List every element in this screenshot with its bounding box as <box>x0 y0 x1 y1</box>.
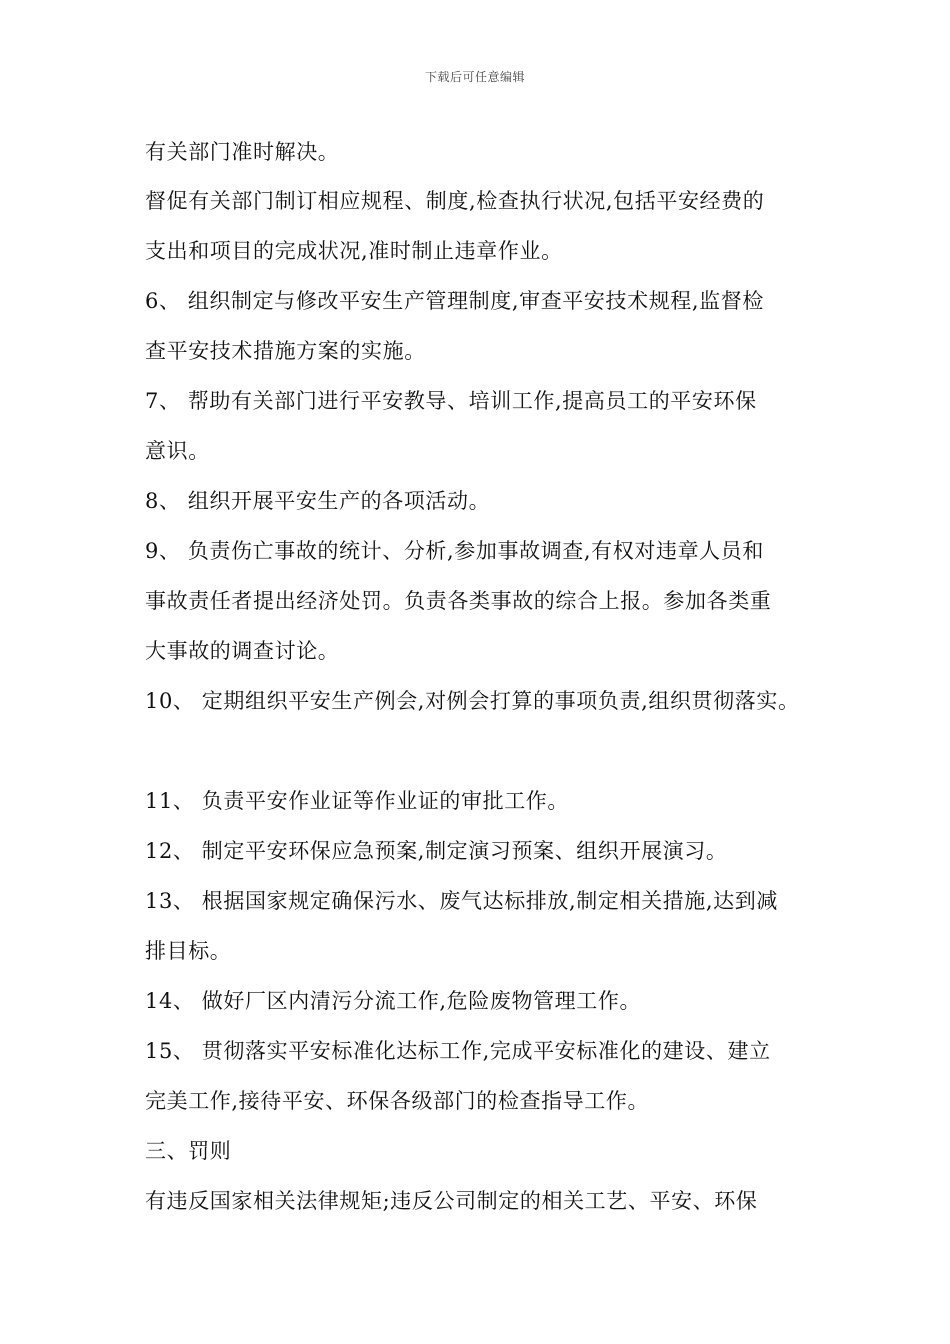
list-item-6: 6、 组织制定与修改平安生产管理制度,审查平安技术规程,监督检 <box>145 289 764 313</box>
list-item-10: 10、 定期组织平安生产例会,对例会打算的事项负责,组织贯彻落实。 <box>145 689 800 713</box>
list-item-11: 11、 负责平安作业证等作业证的审批工作。 <box>145 789 569 813</box>
list-item-15: 15、 贯彻落实平安标准化达标工作,完成平安标准化的建设、建立 <box>145 1039 771 1063</box>
list-item-13: 13、 根据国家规定确保污水、废气达标排放,制定相关措施,达到减 <box>145 889 778 913</box>
text-line: 支出和项目的完成状况,准时制止违章作业。 <box>145 239 563 263</box>
text-line: 大事故的调查讨论。 <box>145 639 340 663</box>
list-item-9: 9、 负责伤亡事故的统计、分析,参加事故调查,有权对违章人员和 <box>145 539 764 563</box>
text-line: 查平安技术措施方案的实施。 <box>145 339 426 363</box>
text-line: 事故责任者提出经济处罚。负责各类事故的综合上报。参加各类重 <box>145 589 772 613</box>
text-line: 排目标。 <box>145 939 232 963</box>
text-line: 有关部门准时解决。 <box>145 140 340 164</box>
list-item-12: 12、 制定平安环保应急预案,制定演习预案、组织开展演习。 <box>145 839 728 863</box>
list-item-7: 7、 帮助有关部门进行平安教导、培训工作,提高员工的平安环保 <box>145 389 757 413</box>
text-line: 完美工作,接待平安、环保各级部门的检查指导工作。 <box>145 1089 650 1113</box>
list-item-14: 14、 做好厂区内清污分流工作,危险废物管理工作。 <box>145 989 642 1013</box>
page-header: 下载后可任意编辑 <box>424 70 525 84</box>
text-line: 有违反国家相关法律规矩;违反公司制定的相关工艺、平安、环保 <box>145 1189 758 1213</box>
text-line: 意识。 <box>145 439 210 463</box>
list-item-8: 8、 组织开展平安生产的各项活动。 <box>145 489 491 513</box>
text-line: 督促有关部门制订相应规程、制度,检查执行状况,包括平安经费的 <box>145 189 765 213</box>
section-heading: 三、罚则 <box>145 1139 232 1163</box>
